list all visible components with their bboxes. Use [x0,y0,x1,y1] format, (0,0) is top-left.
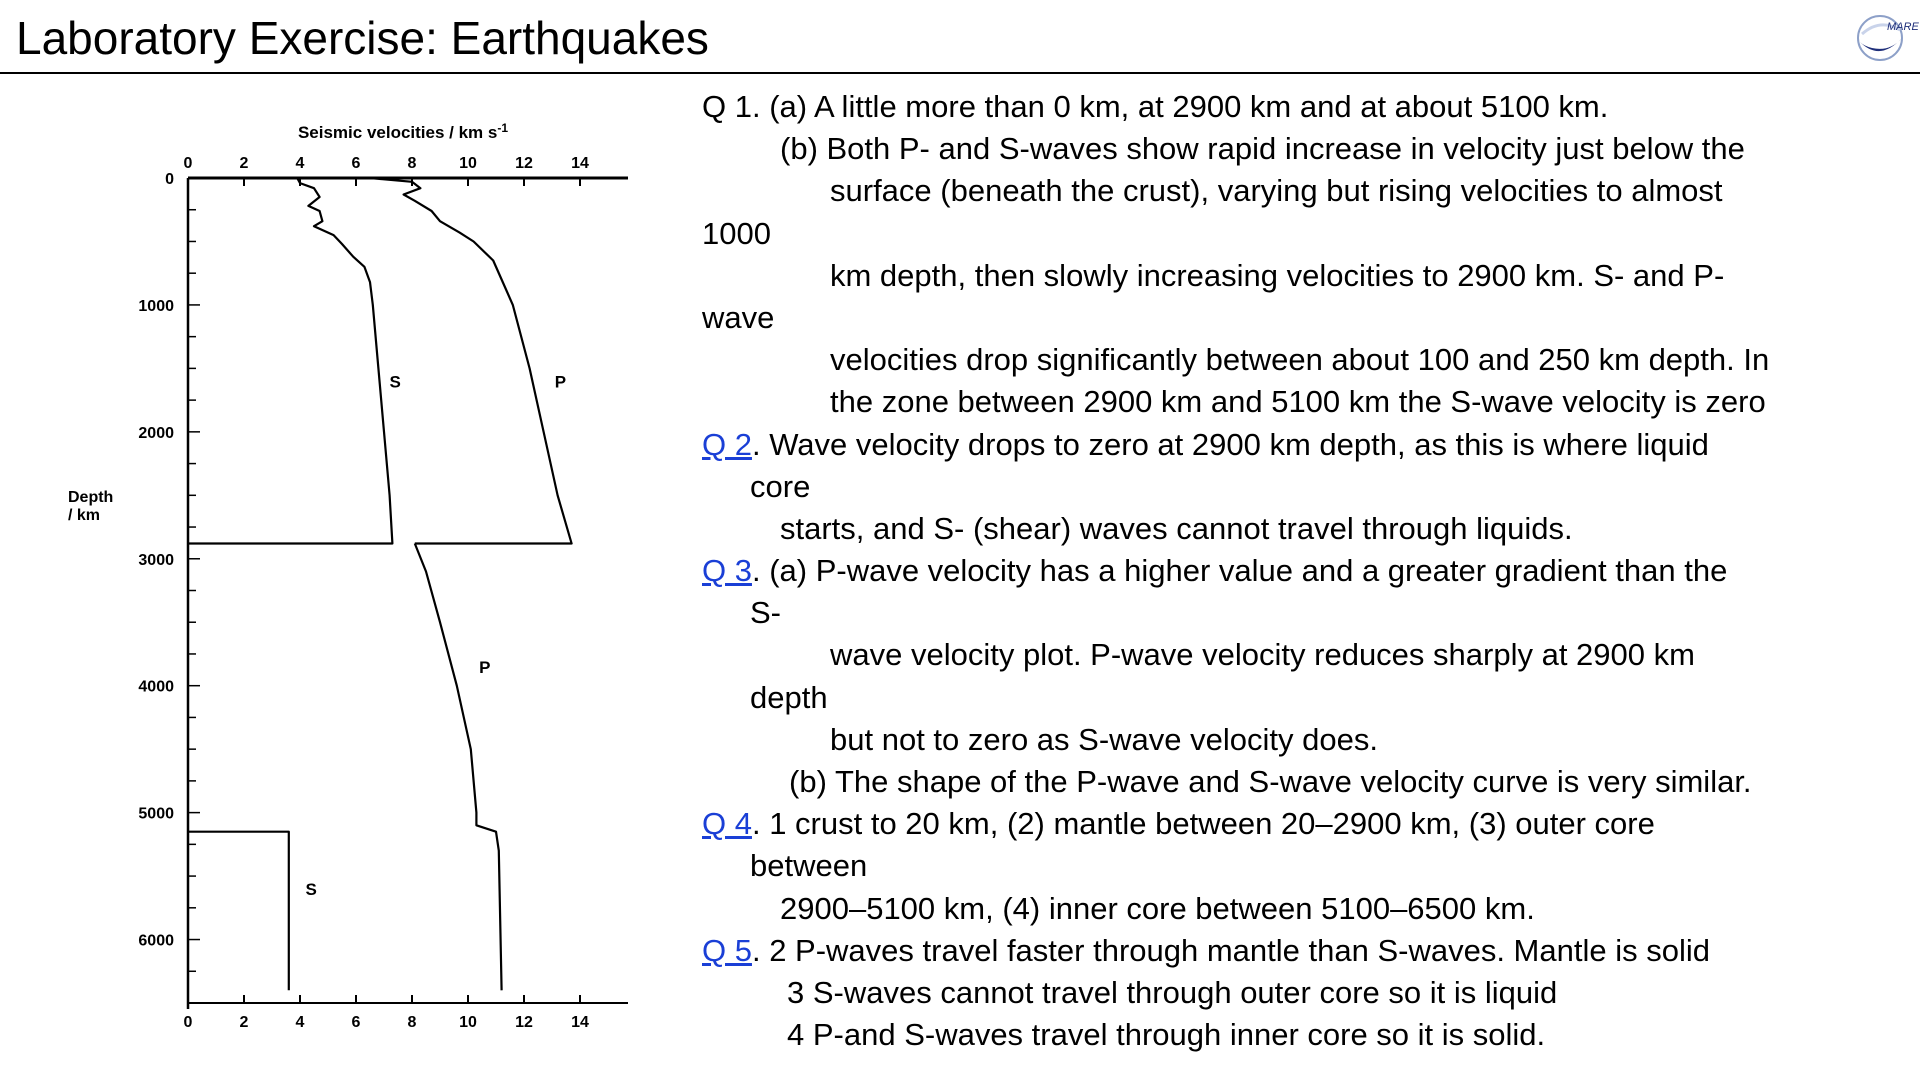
answer-q1b-line7: the zone between 2900 km and 5100 km the S-wave velocity is zero [830,384,1766,420]
y-axis-label: / km [68,507,101,524]
answer-q3-line3: wave velocity plot. P-wave velocity reduces sharply at 2900 km [830,637,1695,673]
x-tick-label-bottom: 4 [295,1014,305,1031]
y-tick-label: 2000 [138,424,174,442]
chart-canvas [60,100,690,1060]
answer-q2-line2: core [750,468,811,504]
logo-text: MARE [1887,21,1919,33]
answer-q5-line3: 4 P-and S-waves travel through inner core so it is solid. [787,1017,1546,1053]
logo-globe-icon [1850,8,1919,64]
x-tick-label-top: 14 [571,155,589,172]
x-tick-label-top: 2 [239,155,249,172]
x-tick-label-top: 12 [515,155,533,172]
y-tick-label: 4000 [138,678,174,696]
q2-text: . Wave velocity drops to zero at 2900 km depth, as this is where liquid [751,426,1709,462]
answer-q3-line1 [702,550,1912,592]
answer-q3-line6: (b) The shape of the P-wave and S-wave velocity curve is very similar. [789,764,1752,799]
x-tick-label-bottom: 14 [571,1014,589,1031]
x-tick-label-bottom: 6 [351,1014,361,1031]
slide-title: Laboratory Exercise: Earthquakes [16,12,709,64]
answer-q2-line3: starts, and S- (shear) waves cannot travel through liquids. [780,510,1573,546]
q5-text: . 2 P-waves travel faster through mantle than S-waves. Mantle is solid [751,932,1710,968]
x-tick-label-bottom: 8 [407,1014,417,1031]
curve-label-p: P [554,372,567,392]
answer-q1a: Q 1. (a) A little more than 0 km, at 2900 km and at about 5100 km. [702,89,1609,124]
series-s-curve-0 [188,178,392,544]
q3-link[interactable]: Q 3 [702,553,752,589]
answer-q3-line2: S- [750,595,781,631]
y-tick-label: 5000 [138,805,174,823]
y-tick-label: 3000 [138,551,174,569]
q2-link[interactable]: Q 2 [702,426,752,462]
q4-link[interactable]: Q 4 [702,806,752,842]
curve-label-s: S [305,880,317,900]
title-divider [0,72,1920,74]
answer-q3-line4: depth [750,679,828,715]
x-tick-label-top: 6 [351,155,361,172]
answer-q1b-line6: velocities drop significantly between about 100 and 250 km depth. In [830,342,1770,378]
answer-q1b-line2: surface (beneath the crust), varying but rising velocities to almost [830,173,1723,209]
answers-panel [702,86,1912,1056]
label-layer [68,155,589,1031]
answer-q1b-line1: (b) Both P- and S-waves show rapid increase in velocity just below the [780,131,1745,167]
x-tick-label-top: 4 [295,155,305,172]
y-axis-label: Depth [68,489,114,506]
answer-q1b-line4: km depth, then slowly increasing velocities to 2900 km. S- and P- [830,257,1725,293]
answer-q5-line2: 3 S-waves cannot travel through outer core so it is liquid [787,974,1558,1010]
chart-title-superscript: -1 [497,121,509,135]
series-p-curve-2 [370,178,572,544]
x-tick-label-top: 8 [407,155,417,172]
curve-label-p: P [479,658,491,677]
curve-label-s: S [389,372,401,392]
answer-q2-line1 [702,424,1912,466]
series-layer [188,178,572,990]
answer-q4-line1 [702,803,1912,845]
q4-text: . 1 crust to 20 km, (2) mantle between 20–2900 km, (3) outer core [751,806,1655,842]
chart-title-main: Seismic velocities / km s [297,123,498,142]
answer-q1b-line5: wave [702,299,775,335]
y-tick-label: 6000 [138,932,174,950]
x-tick-label-bottom: 10 [459,1014,477,1031]
x-tick-label-bottom: 0 [183,1014,193,1031]
y-tick-label: 0 [165,171,174,188]
x-tick-label-top: 0 [183,155,193,172]
answer-q3-line5: but not to zero as S-wave velocity does. [830,721,1378,757]
axes-layer [188,178,628,1009]
seismic-velocity-chart [60,100,690,1060]
x-tick-label-top: 10 [459,155,477,172]
q5-link[interactable]: Q 5 [702,932,752,968]
answer-q1b-line3: 1000 [702,215,771,251]
x-tick-label-bottom: 12 [515,1014,533,1031]
y-tick-label: 1000 [138,297,174,315]
x-tick-label-bottom: 2 [239,1014,249,1031]
chart-title [298,121,508,142]
series-p-curve-3 [415,544,502,991]
answer-q4-line3: 2900–5100 km, (4) inner core between 5100–6500 km. [780,890,1535,926]
institution-logo [1850,8,1919,64]
q3-text: . (a) P-wave velocity has a higher value and a greater gradient than the [751,553,1728,589]
answer-q4-line2: between [750,848,868,884]
answer-q5-line1 [702,930,1912,972]
series-s-curve-1 [188,832,289,991]
